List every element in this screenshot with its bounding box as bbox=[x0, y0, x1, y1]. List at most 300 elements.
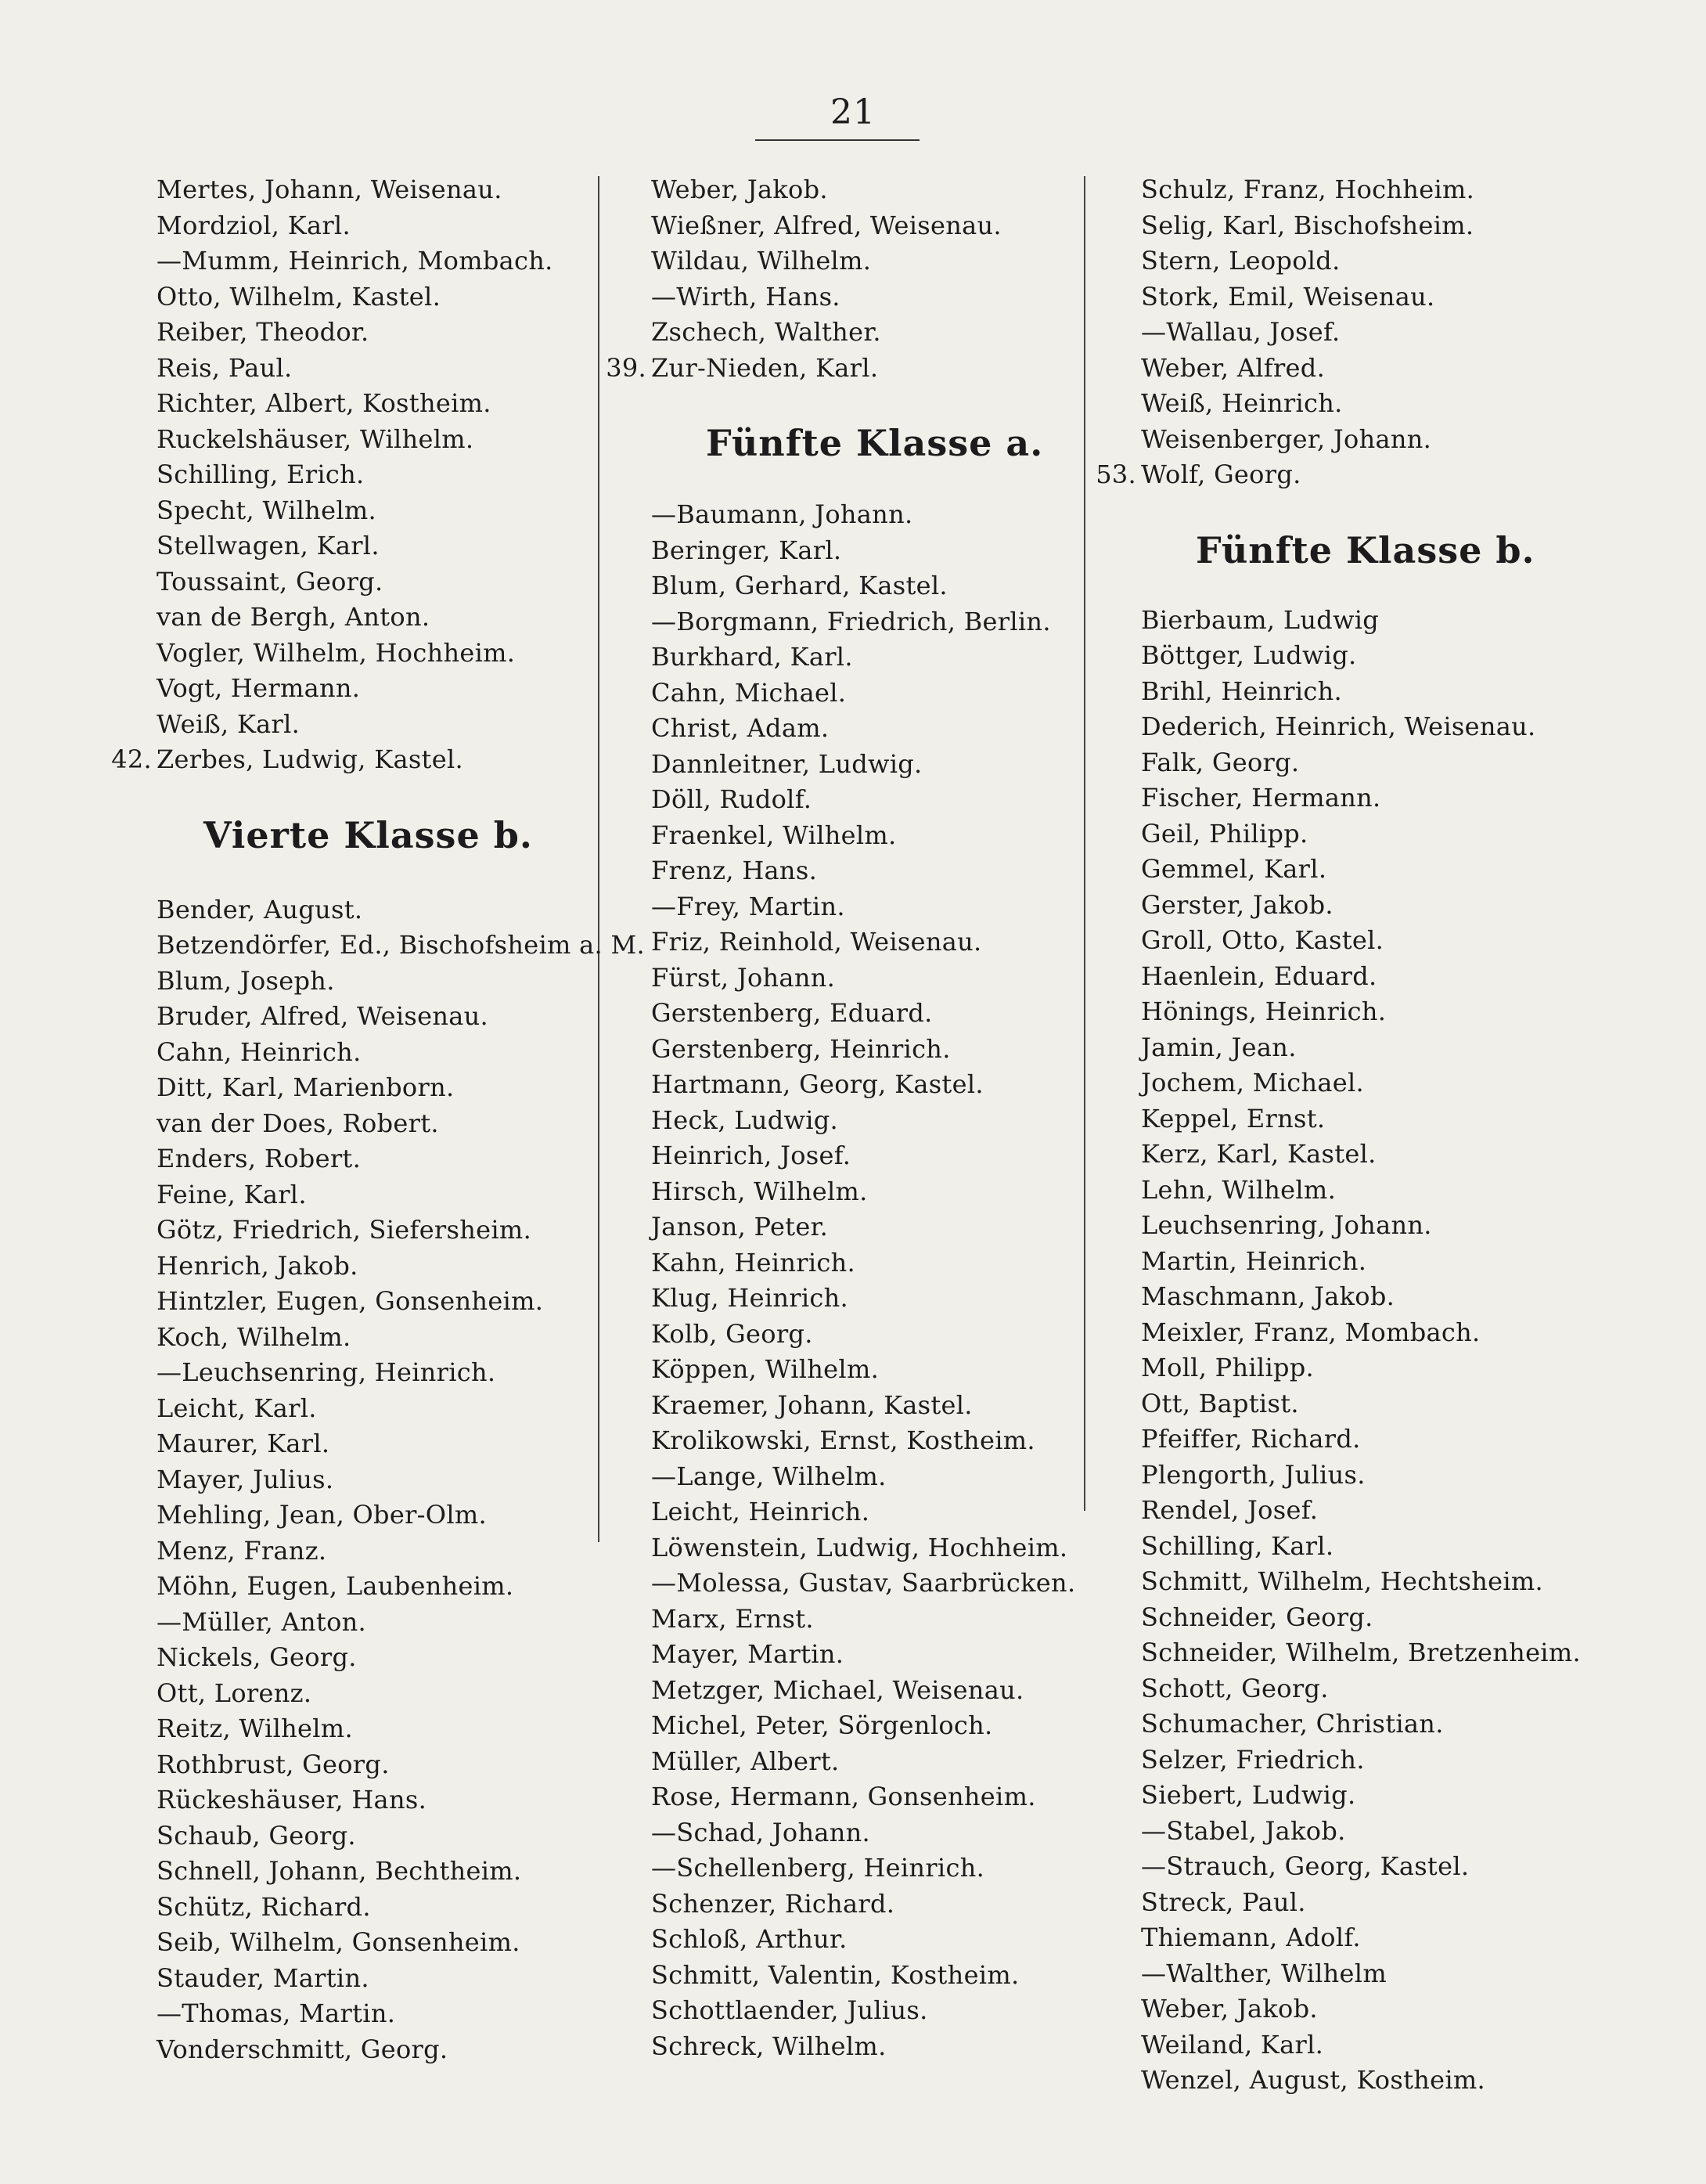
list-item bbox=[651, 1281, 1075, 1317]
section-heading: Fünfte Klasse b. bbox=[1196, 528, 1535, 571]
list-item bbox=[157, 636, 645, 672]
list-item bbox=[157, 1284, 645, 1320]
list-item bbox=[651, 1673, 1075, 1709]
list-item bbox=[157, 1605, 645, 1641]
list-item bbox=[651, 640, 1075, 676]
student-name: —Strauch, Georg, Kastel. bbox=[1141, 1851, 1470, 1881]
student-name: Stauder, Martin. bbox=[157, 1962, 369, 1993]
student-name: Ott, Baptist. bbox=[1141, 1388, 1299, 1418]
list-item bbox=[157, 1961, 645, 1997]
student-name: Döll, Rudolf. bbox=[651, 784, 812, 814]
student-name: Gerster, Jakob. bbox=[1141, 889, 1333, 920]
student-name: Nickels, Georg. bbox=[157, 1642, 357, 1672]
list-item bbox=[1141, 1315, 1581, 1351]
list-item bbox=[1141, 1173, 1581, 1209]
student-name: Schütz, Richard. bbox=[157, 1891, 371, 1922]
list-item bbox=[157, 1070, 645, 1106]
student-name: Weisenberger, Johann. bbox=[1141, 423, 1432, 454]
list-item bbox=[1141, 351, 1581, 387]
student-name: Stern, Leopold. bbox=[1141, 246, 1341, 276]
student-name: Fraenkel, Wilhelm. bbox=[651, 820, 897, 850]
student-name: Schneider, Georg. bbox=[1141, 1602, 1373, 1632]
student-name: Wießner, Alfred, Weisenau. bbox=[651, 210, 1002, 240]
list-item bbox=[157, 1925, 645, 1961]
list-item bbox=[651, 960, 1075, 996]
student-name: Moll, Philipp. bbox=[1141, 1353, 1315, 1382]
student-name: Koch, Wilhelm. bbox=[157, 1321, 351, 1352]
student-name: Jochem, Michael. bbox=[1141, 1068, 1365, 1097]
list-item bbox=[651, 782, 1075, 818]
student-name: Enders, Robert. bbox=[157, 1144, 362, 1173]
list-item bbox=[157, 1676, 645, 1712]
student-name: Beringer, Karl. bbox=[651, 535, 842, 565]
student-name: Kraemer, Johann, Kastel. bbox=[651, 1389, 973, 1420]
student-name: Rothbrust, Georg. bbox=[157, 1749, 390, 1779]
list-item bbox=[157, 1391, 645, 1427]
column-1 bbox=[111, 172, 646, 2067]
list-item bbox=[157, 1355, 645, 1391]
list-item bbox=[651, 1459, 1075, 1495]
list-item bbox=[606, 351, 1075, 387]
student-name: Christ, Adam. bbox=[651, 713, 830, 743]
list-item bbox=[651, 711, 1075, 747]
student-name: Specht, Wilhelm. bbox=[157, 495, 376, 525]
list-item bbox=[1141, 674, 1581, 710]
list-item bbox=[651, 818, 1075, 854]
list-item bbox=[157, 928, 645, 964]
list-item bbox=[651, 676, 1075, 712]
list-item bbox=[157, 1213, 645, 1249]
student-name: Wolf, Georg. bbox=[1141, 460, 1301, 489]
student-name: Weiland, Karl. bbox=[1141, 2029, 1324, 2060]
student-name: Richter, Albert, Kostheim. bbox=[157, 388, 491, 418]
list-item bbox=[1141, 1671, 1581, 1707]
list-item bbox=[157, 1035, 645, 1071]
student-name: Hartmann, Georg, Kastel. bbox=[651, 1069, 984, 1099]
list-item bbox=[157, 243, 645, 279]
student-name: Thiemann, Adolf. bbox=[1141, 1923, 1361, 1952]
student-name: Pfeiffer, Richard. bbox=[1141, 1424, 1361, 1454]
list-item bbox=[157, 457, 645, 493]
list-item bbox=[157, 1890, 645, 1926]
student-name: Janson, Peter. bbox=[651, 1212, 829, 1242]
student-name: —Müller, Anton. bbox=[157, 1606, 367, 1637]
section-heading: Vierte Klasse b. bbox=[203, 813, 533, 856]
entry-count-number: 53. bbox=[1096, 460, 1136, 489]
student-name: Schloß, Arthur. bbox=[651, 1924, 848, 1954]
student-name: Gemmel, Karl. bbox=[1141, 854, 1327, 884]
list-item bbox=[651, 1744, 1075, 1780]
list-item bbox=[157, 1106, 645, 1142]
list-item bbox=[651, 208, 1075, 244]
student-name: Rückeshäuser, Hans. bbox=[157, 1785, 427, 1815]
student-name: Dannleitner, Ludwig. bbox=[651, 748, 923, 779]
student-name: Mayer, Martin. bbox=[651, 1639, 844, 1669]
student-name: Blum, Gerhard, Kastel. bbox=[651, 571, 948, 600]
list-item bbox=[651, 1103, 1075, 1139]
list-item bbox=[1141, 1458, 1581, 1494]
student-name: Siebert, Ludwig. bbox=[1141, 1780, 1356, 1810]
student-name: Gerstenberg, Heinrich. bbox=[651, 1033, 951, 1064]
student-name: Kerz, Karl, Kastel. bbox=[1141, 1139, 1377, 1169]
list-item bbox=[1141, 959, 1581, 995]
list-item bbox=[1141, 1101, 1581, 1137]
list-item bbox=[1141, 852, 1581, 888]
list-item bbox=[1141, 1743, 1581, 1779]
student-name: Kahn, Heinrich. bbox=[651, 1247, 855, 1278]
student-name: Henrich, Jakob. bbox=[157, 1250, 358, 1281]
student-name: —Stabel, Jakob. bbox=[1141, 1815, 1346, 1846]
list-item bbox=[157, 1462, 645, 1498]
list-item bbox=[651, 1887, 1075, 1923]
student-name: Streck, Paul. bbox=[1141, 1887, 1306, 1917]
list-item bbox=[651, 279, 1075, 315]
list-item bbox=[157, 1818, 645, 1854]
list-item bbox=[1141, 1350, 1581, 1386]
student-name: Blum, Joseph. bbox=[157, 965, 335, 996]
student-name: Keppel, Ernst. bbox=[1141, 1103, 1326, 1133]
list-item bbox=[1141, 1635, 1581, 1671]
student-name: —Walther, Wilhelm bbox=[1141, 1958, 1387, 1988]
student-name: —Lange, Wilhelm. bbox=[651, 1461, 887, 1491]
list-item bbox=[157, 1711, 645, 1747]
student-name: Schaub, Georg. bbox=[157, 1820, 356, 1851]
list-item bbox=[651, 1032, 1075, 1068]
student-name: Weber, Alfred. bbox=[1141, 352, 1326, 383]
list-item bbox=[1141, 1920, 1581, 1956]
student-name: Mayer, Julius. bbox=[157, 1464, 334, 1494]
list-item bbox=[651, 1067, 1075, 1103]
list-item bbox=[651, 1637, 1075, 1673]
student-name: Müller, Albert. bbox=[651, 1746, 840, 1776]
list-item bbox=[1141, 1564, 1581, 1600]
student-name: —Molessa, Gustav, Saarbrücken. bbox=[651, 1568, 1076, 1598]
student-name: Mehling, Jean, Ober-Olm. bbox=[157, 1500, 487, 1530]
student-name: Geil, Philipp. bbox=[1141, 818, 1308, 849]
list-item bbox=[157, 2032, 645, 2068]
student-name: Schilling, Erich. bbox=[157, 460, 365, 489]
list-item bbox=[651, 1815, 1075, 1851]
list-item bbox=[1141, 1030, 1581, 1066]
list-item bbox=[1141, 1529, 1581, 1565]
list-item bbox=[1141, 888, 1581, 924]
list-item bbox=[157, 1497, 645, 1533]
student-name: Leicht, Karl. bbox=[157, 1393, 317, 1423]
list-item bbox=[1141, 1137, 1581, 1173]
list-item bbox=[651, 747, 1075, 783]
student-name: Gerstenberg, Eduard. bbox=[651, 998, 933, 1028]
student-name: Köppen, Wilhelm. bbox=[651, 1354, 880, 1384]
list-item bbox=[651, 1494, 1075, 1530]
list-item bbox=[651, 1922, 1075, 1958]
entry-count-number: 39. bbox=[606, 352, 646, 383]
list-item bbox=[651, 1958, 1075, 1994]
list-item bbox=[157, 172, 645, 208]
list-item bbox=[651, 1708, 1075, 1744]
student-name: Schenzer, Richard. bbox=[651, 1888, 895, 1919]
student-name: —Baumann, Johann. bbox=[651, 499, 913, 529]
list-item bbox=[1141, 315, 1581, 351]
student-name: Ruckelshäuser, Wilhelm. bbox=[157, 423, 474, 454]
student-name: —Wirth, Hans. bbox=[651, 281, 840, 312]
list-item bbox=[157, 386, 645, 422]
list-item bbox=[1141, 923, 1581, 959]
student-name: Leicht, Heinrich. bbox=[651, 1497, 870, 1526]
list-item bbox=[651, 1602, 1075, 1638]
student-name: Friz, Reinhold, Weisenau. bbox=[651, 927, 982, 957]
list-item bbox=[111, 742, 645, 778]
student-name: Bierbaum, Ludwig bbox=[1141, 604, 1380, 635]
student-name: Fischer, Hermann. bbox=[1141, 783, 1381, 813]
list-item bbox=[651, 243, 1075, 279]
list-item bbox=[1141, 745, 1581, 781]
list-item bbox=[157, 422, 645, 458]
student-name: Dederich, Heinrich, Weisenau. bbox=[1141, 712, 1536, 741]
student-name: Vogt, Hermann. bbox=[157, 673, 361, 703]
list-item bbox=[157, 493, 645, 529]
list-item bbox=[651, 1174, 1075, 1210]
student-name: Reitz, Wilhelm. bbox=[157, 1714, 353, 1743]
list-item bbox=[651, 1352, 1075, 1388]
student-name: Cahn, Michael. bbox=[651, 677, 847, 708]
student-name: Stellwagen, Karl. bbox=[157, 531, 380, 560]
student-name: Schulz, Franz, Hochheim. bbox=[1141, 175, 1475, 204]
list-item bbox=[1141, 1814, 1581, 1850]
list-item bbox=[1141, 1386, 1581, 1422]
student-name: Feine, Karl. bbox=[157, 1179, 307, 1209]
list-item bbox=[157, 315, 645, 351]
list-item bbox=[651, 533, 1075, 569]
student-name: Bender, August. bbox=[157, 894, 363, 924]
student-name: Maurer, Karl. bbox=[157, 1429, 330, 1458]
student-name: Vogler, Wilhelm, Hochheim. bbox=[157, 637, 516, 668]
student-name: Menz, Franz. bbox=[157, 1535, 327, 1566]
student-name: Schmitt, Valentin, Kostheim. bbox=[651, 1959, 1020, 1990]
student-name: Rendel, Josef. bbox=[1141, 1495, 1319, 1525]
student-name: Plengorth, Julius. bbox=[1141, 1459, 1366, 1490]
list-item bbox=[651, 2029, 1075, 2065]
student-name: Heck, Ludwig. bbox=[651, 1105, 839, 1135]
list-item bbox=[157, 1747, 645, 1783]
list-item bbox=[1141, 2027, 1581, 2063]
student-name: Wenzel, August, Kostheim. bbox=[1141, 2065, 1486, 2095]
student-name: Hintzler, Eugen, Gonsenheim. bbox=[157, 1286, 544, 1316]
student-name: Groll, Otto, Kastel. bbox=[1141, 925, 1384, 955]
student-name: Leuchsenring, Johann. bbox=[1141, 1210, 1432, 1240]
student-name: Schneider, Wilhelm, Bretzenheim. bbox=[1141, 1638, 1581, 1667]
student-name: Selig, Karl, Bischofsheim. bbox=[1141, 210, 1474, 240]
student-name: Wildau, Wilhelm. bbox=[651, 246, 872, 276]
student-name: Metzger, Michael, Weisenau. bbox=[651, 1674, 1024, 1705]
student-name: Möhn, Eugen, Laubenheim. bbox=[157, 1571, 514, 1601]
list-item bbox=[157, 707, 645, 743]
list-item bbox=[1141, 279, 1581, 315]
student-name: Weiß, Karl. bbox=[157, 708, 301, 739]
list-item bbox=[157, 1996, 645, 2032]
list-item bbox=[1141, 1422, 1581, 1458]
column-2 bbox=[606, 172, 1076, 2064]
student-name: Schnell, Johann, Bechtheim. bbox=[157, 1856, 522, 1886]
list-item bbox=[651, 1138, 1075, 1174]
list-item bbox=[1141, 422, 1581, 458]
student-name: —Schad, Johann. bbox=[651, 1817, 871, 1847]
list-item bbox=[1096, 457, 1581, 493]
list-item bbox=[1141, 2063, 1581, 2099]
student-name: Hönings, Heinrich. bbox=[1141, 996, 1387, 1026]
list-item bbox=[157, 1426, 645, 1462]
student-name: Schumacher, Christian. bbox=[1141, 1709, 1444, 1739]
student-name: Ott, Lorenz. bbox=[157, 1678, 312, 1708]
list-item bbox=[651, 172, 1075, 208]
student-name: Zschech, Walther. bbox=[651, 317, 881, 347]
student-name: —Leuchsenring, Heinrich. bbox=[157, 1357, 496, 1387]
list-item bbox=[157, 351, 645, 387]
top-rule bbox=[755, 139, 920, 141]
list-item bbox=[157, 1320, 645, 1356]
list-item bbox=[157, 1177, 645, 1213]
student-name: Otto, Wilhelm, Kastel. bbox=[157, 281, 441, 312]
list-item bbox=[1141, 1279, 1581, 1315]
list-item bbox=[651, 1423, 1075, 1459]
student-name: Löwenstein, Ludwig, Hochheim. bbox=[651, 1532, 1068, 1562]
student-name: —Wallau, Josef. bbox=[1141, 317, 1341, 347]
student-name: Kolb, Georg. bbox=[651, 1318, 813, 1349]
list-item bbox=[1141, 638, 1581, 674]
student-name: Weber, Jakob. bbox=[651, 175, 828, 204]
list-item bbox=[157, 600, 645, 636]
list-item bbox=[1141, 1778, 1581, 1814]
student-name: —Schellenberg, Heinrich. bbox=[651, 1853, 985, 1883]
student-name: Toussaint, Georg. bbox=[157, 566, 383, 596]
section-heading: Fünfte Klasse a. bbox=[706, 422, 1044, 464]
list-item bbox=[651, 1209, 1075, 1245]
student-name: Falk, Georg. bbox=[1141, 747, 1300, 777]
list-item bbox=[1141, 1493, 1581, 1529]
student-name: Zur-Nieden, Karl. bbox=[651, 352, 879, 383]
student-name: Haenlein, Eduard. bbox=[1141, 960, 1377, 991]
list-item bbox=[1141, 1065, 1581, 1101]
student-name: Hirsch, Wilhelm. bbox=[651, 1176, 868, 1206]
student-name: Weiß, Heinrich. bbox=[1141, 388, 1343, 418]
student-name: Michel, Peter, Sörgenloch. bbox=[651, 1710, 993, 1740]
student-name: Mertes, Johann, Weisenau. bbox=[157, 175, 502, 204]
student-name: van der Does, Robert. bbox=[157, 1108, 439, 1138]
student-name: —Mumm, Heinrich, Mombach. bbox=[157, 246, 553, 276]
list-item bbox=[651, 924, 1075, 960]
list-item bbox=[651, 1530, 1075, 1566]
student-name: Schilling, Karl. bbox=[1141, 1530, 1334, 1561]
list-item bbox=[157, 1141, 645, 1177]
list-item bbox=[651, 497, 1075, 533]
student-name: Schottlaender, Julius. bbox=[651, 1995, 928, 2025]
list-item bbox=[1141, 1244, 1581, 1280]
student-name: Reiber, Theodor. bbox=[157, 317, 369, 347]
student-name: Maschmann, Jakob. bbox=[1141, 1281, 1395, 1311]
list-item bbox=[651, 1851, 1075, 1887]
list-item bbox=[157, 1533, 645, 1570]
student-name: Frenz, Hans. bbox=[651, 856, 818, 885]
list-item bbox=[157, 1569, 645, 1605]
list-item bbox=[1141, 1208, 1581, 1244]
list-item bbox=[1141, 1956, 1581, 1992]
student-name: Ditt, Karl, Marienborn. bbox=[157, 1072, 455, 1102]
list-item bbox=[651, 1993, 1075, 2029]
column-divider-2 bbox=[1084, 176, 1085, 1511]
student-name: Schmitt, Wilhelm, Hechtsheim. bbox=[1141, 1566, 1544, 1596]
student-name: Weber, Jakob. bbox=[1141, 1994, 1318, 2024]
student-name: Cahn, Heinrich. bbox=[157, 1036, 362, 1067]
student-name: —Frey, Martin. bbox=[651, 891, 845, 921]
student-name: Bruder, Alfred, Weisenau. bbox=[157, 1001, 488, 1031]
list-item bbox=[1141, 208, 1581, 244]
list-item bbox=[651, 1779, 1075, 1815]
list-item bbox=[651, 315, 1075, 351]
entry-count-number: 42. bbox=[111, 744, 152, 774]
student-name: Schott, Georg. bbox=[1141, 1673, 1329, 1703]
student-name: Marx, Ernst. bbox=[651, 1603, 814, 1634]
student-name: Selzer, Friedrich. bbox=[1141, 1744, 1365, 1775]
student-name: Böttger, Ludwig. bbox=[1141, 640, 1357, 670]
student-name: Meixler, Franz, Mombach. bbox=[1141, 1317, 1481, 1347]
list-item bbox=[651, 1245, 1075, 1281]
student-name: Brihl, Heinrich. bbox=[1141, 676, 1342, 706]
list-item bbox=[1141, 172, 1581, 208]
column-3 bbox=[1096, 172, 1581, 2099]
list-item bbox=[157, 1249, 645, 1285]
student-name: Zerbes, Ludwig, Kastel. bbox=[157, 744, 463, 774]
list-item bbox=[651, 853, 1075, 889]
list-item bbox=[1141, 1600, 1581, 1636]
list-item bbox=[157, 964, 645, 1000]
list-item bbox=[1141, 709, 1581, 745]
list-item bbox=[1141, 386, 1581, 422]
student-name: Betzendörfer, Ed., Bischofsheim a. M. bbox=[157, 930, 646, 960]
list-item bbox=[157, 1640, 645, 1676]
list-item bbox=[157, 528, 645, 564]
list-item bbox=[651, 1317, 1075, 1353]
student-name: —Borgmann, Friedrich, Berlin. bbox=[651, 606, 1051, 636]
list-item bbox=[157, 671, 645, 707]
student-name: Heinrich, Josef. bbox=[651, 1141, 851, 1170]
list-item bbox=[1141, 1706, 1581, 1743]
student-name: Stork, Emil, Weisenau. bbox=[1141, 281, 1435, 312]
student-name: —Thomas, Martin. bbox=[157, 1998, 396, 2028]
list-item bbox=[651, 1388, 1075, 1424]
student-name: Vonderschmitt, Georg. bbox=[157, 2034, 448, 2064]
student-name: Fürst, Johann. bbox=[651, 962, 836, 993]
list-item bbox=[157, 999, 645, 1035]
student-name: Rose, Hermann, Gonsenheim. bbox=[651, 1782, 1036, 1811]
student-name: Schreck, Wilhelm. bbox=[651, 2031, 887, 2061]
list-item bbox=[1141, 1849, 1581, 1885]
list-item bbox=[1141, 816, 1581, 852]
list-item bbox=[1141, 994, 1581, 1030]
student-name: Burkhard, Karl. bbox=[651, 642, 853, 672]
list-item bbox=[651, 1566, 1075, 1602]
list-item bbox=[157, 1854, 645, 1890]
student-name: Götz, Friedrich, Siefersheim. bbox=[157, 1215, 532, 1245]
list-item bbox=[157, 892, 645, 928]
student-name: Jamin, Jean. bbox=[1141, 1032, 1297, 1062]
student-name: Krolikowski, Ernst, Kostheim. bbox=[651, 1425, 1035, 1455]
list-item bbox=[651, 889, 1075, 925]
student-name: van de Bergh, Anton. bbox=[157, 602, 430, 632]
list-item bbox=[1141, 780, 1581, 816]
list-item bbox=[157, 1782, 645, 1818]
list-item bbox=[157, 564, 645, 600]
student-name: Klug, Heinrich. bbox=[651, 1283, 848, 1313]
student-name: Martin, Heinrich. bbox=[1141, 1245, 1367, 1276]
